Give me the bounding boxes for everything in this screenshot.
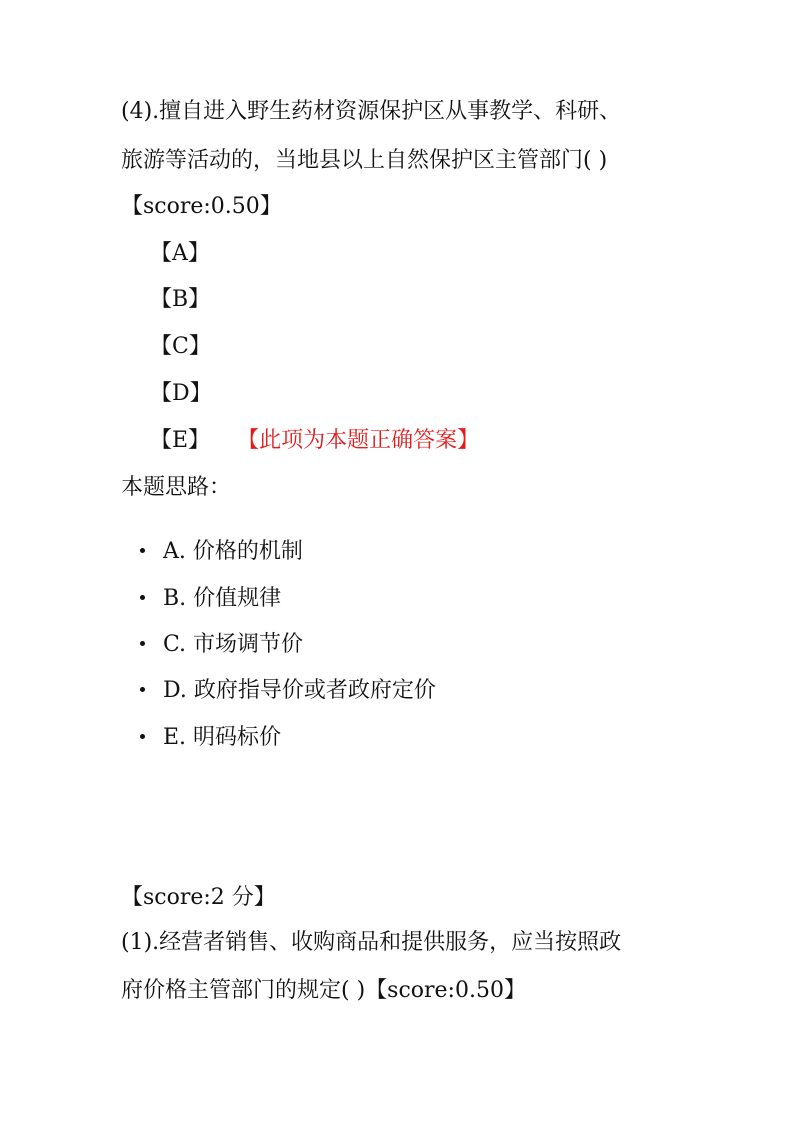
option-c[interactable]: 【C】 — [150, 334, 211, 359]
question-1-line-1: (1).经营者销售、收购商品和提供服务，应当按照政 — [121, 930, 622, 955]
list-item — [140, 537, 303, 567]
option-a[interactable]: 【A】 — [150, 241, 210, 266]
option-e-label: 【E】 — [150, 428, 211, 453]
list-item — [140, 630, 303, 660]
question-1-line-2: 府价格主管部门的规定( )【score:0.50】 — [121, 978, 526, 1003]
option-d[interactable]: 【D】 — [150, 381, 212, 406]
bullet-icon — [140, 734, 145, 739]
list-item — [140, 584, 281, 614]
correct-answer-note: 【此项为本题正确答案】 — [248, 428, 480, 453]
list-item — [140, 723, 281, 753]
bullet-icon — [140, 641, 145, 646]
question-4-line-2: 旅游等活动的，当地县以上自然保护区主管部门( ) — [121, 148, 608, 173]
list-item-text: E. 明码标价 — [163, 725, 282, 750]
bullet-icon — [140, 687, 145, 692]
bullet-icon — [140, 595, 145, 600]
question-4-score: 【score:0.50】 — [121, 194, 282, 219]
section-score: 【score:2 分】 — [121, 885, 276, 910]
bullet-icon — [140, 548, 145, 553]
option-b[interactable]: 【B】 — [150, 287, 211, 312]
list-item-text: B. 价值规律 — [163, 586, 282, 611]
question-4-line-1: (4).擅自进入野生药材资源保护区从事教学、科研、 — [121, 99, 622, 124]
list-item-text: A. 价格的机制 — [163, 539, 303, 564]
list-item-text: D. 政府指导价或者政府定价 — [163, 678, 436, 703]
list-item-text: C. 市场调节价 — [163, 632, 304, 657]
explanation-heading: 本题思路： — [121, 475, 232, 500]
option-e[interactable] — [150, 426, 479, 456]
list-item — [140, 676, 436, 706]
